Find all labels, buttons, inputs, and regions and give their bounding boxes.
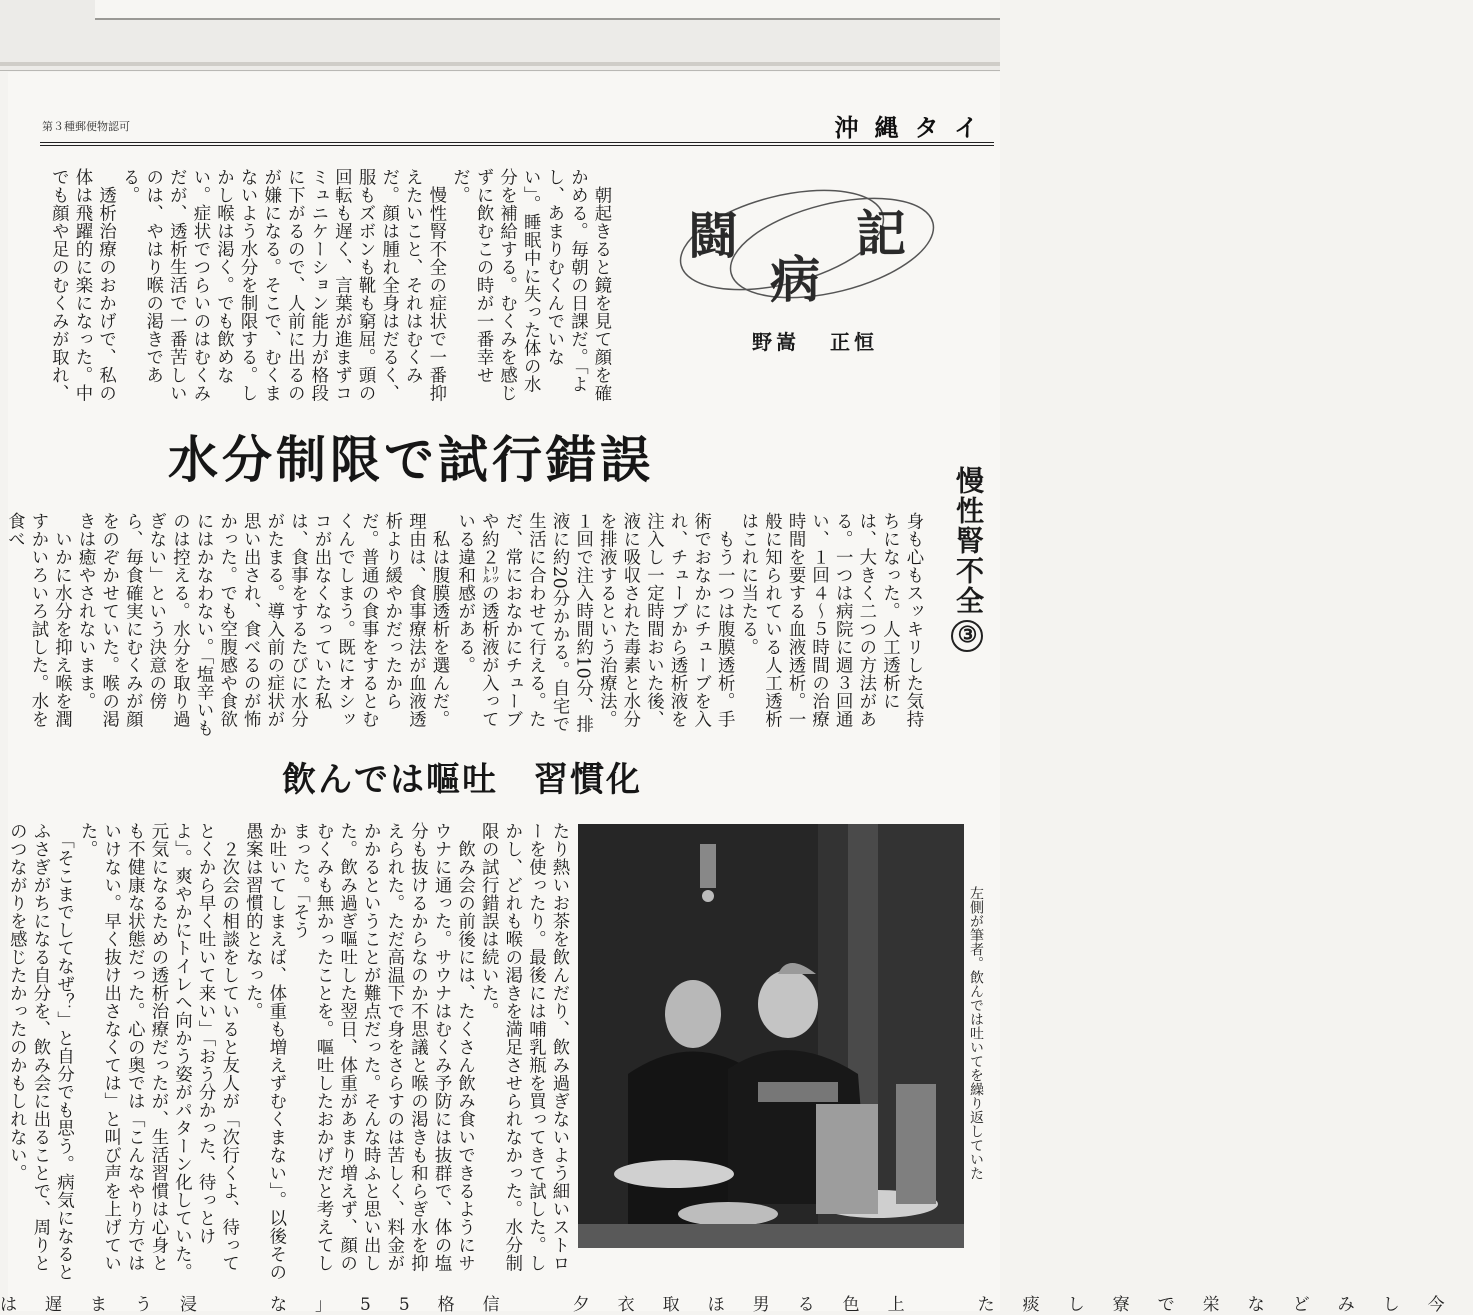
article-column-bottom-left: たり熱いお茶を飲んだり、飲み過ぎないよう細いストローを使ったり。最後には哺乳瓶を買ってきて試した。しかし、どれも喉の渇きを満足させられなかった。水分制限の試行錯誤は続いた。 飲み会の前後には、たくさん飲み食いできるようにサウナに通った。サウナはむくみ予防には抜群で、体の塩分も抜けるからなのか不思議と喉の渇きも和らぎ水を抑えられた。ただ高温下で身をさらすのは苦しく、料金がかかるということが難点だった。そんな時ふと思い出した。飲み過ぎ嘔吐した翌日、体重があまり増えず、顔のむくみも無かったことを。嘔吐したおかげだと考えてしまった。「そう か吐いてしまえば、体重も増えずむくまない」。以後その愚案は習慣的となった。 ２次会の相談をしていると友人が「次行くよ、待ってとくから早く吐いて来い」「おう分かった、待っとけよ」。爽やかにトイレへ向かう姿がパターン化していた。元気になるための透析治療だったが、生活習慣は心身とも不健康な状態だった。心の奥では「こんなやり方ではいけない。早く抜け出さなくては」と叫び声を上げていた。 「そこまでしてなぜ？」と自分でも思う。病気になるとふさぎがちになる自分を、飲み会に出ることで、周りとのつながりを感じたかったのかもしれない。	[6, 822, 569, 1282]
article-column-middle-right: 身も心もスッキリした気持ちになった。人工透析には、大きく二つの方法がある。一つは病院に週３回通い、１回４〜５時間の治療時間を要する血液透析。一般に知られている人工透析はこれに当たる。 もう一つは腹膜透析。手術でおなかにチューブを入れ、チューブから透析液を注入し一定時間おいた後、液に吸収された毒素と水分を排液するという治療法。１回で注入時間約10分、排液に約20分かかる。自宅で生活に合わせて行える。ただ、常におなかにチューブや約２㍑の透析液が入っている違和感がある。	[454, 512, 923, 734]
author-given-name: 正恒	[830, 330, 878, 354]
author-name	[752, 326, 878, 355]
photo-two-men-at-table	[578, 824, 964, 1248]
folded-edge	[95, 0, 1000, 20]
column-title-logo	[672, 178, 940, 328]
postal-note: 第３種郵便物認可	[42, 120, 130, 133]
paper-edge	[0, 62, 1000, 66]
scan-top-margin	[0, 0, 1000, 71]
title-char-2: 病	[770, 250, 820, 309]
series-label	[948, 466, 988, 652]
next-page-cutoff-text: は遅まう浸 な」55格信 夕衣取ほ男る色上 た痰し寮で栄などみし今	[0, 1295, 1473, 1315]
photo-caption: 左側が筆者。飲んでは吐いてを繰り返していた	[968, 886, 984, 1180]
series-number: ③	[951, 620, 983, 652]
series-title: 慢性腎不全	[952, 466, 985, 616]
author-family-name: 野嵩	[752, 330, 800, 354]
article-column-middle-left: 私は腹膜透析を選んだ。理由は、食事療法が血液透析より緩やかだったからだ。普通の食事をするとむくんでしまう。既にオシッコが出なくなっていた私は、食事をするたびに水分がたまる。導入前の症状が思い出され、食べるのが怖かった。でも空腹感や食欲にはかなわない。「塩辛いものは控える。水分を取り過ぎない」という決意の傍ら、毎食確実にむくみが顔をのぞかせていた。喉の渇きは癒やされないまま。 いかに水分を抑え喉を潤すかいろいろ試した。水を食べ	[4, 512, 449, 738]
header-rule	[40, 142, 994, 146]
main-headline: 水分制限で試行錯誤	[168, 430, 654, 489]
title-char-1: 闘	[688, 206, 738, 265]
article-column-top: 朝起きると鏡を見て顔を確かめる。毎朝の日課だ。「よし、あまりむくんでいない」。睡眠中に失った体の水分を補給する。むくみを感じずに飲むこの時が一番幸せだ。 慢性腎不全の症状で一番抑えたいこと、それはむくみだ。顔は腫れ全身はだるく、服もズボンも靴も窮屈。頭の回転も遅く、言葉が進まずコミュニケーション能力が格段に下がるので、人前に出るのが嫌になる。そこで、むくまないよう水分を制限する。しかし喉は渇く。でも飲めない。症状でつらいのはむくみだが、透析生活で一番苦しいのは、やはり喉の渇きである。 透析治療のおかげで、私の体は飛躍的に楽になった。中でも顔や足のむくみが取れ、	[48, 168, 611, 402]
masthead: 沖縄タイ	[834, 113, 994, 142]
sub-headline: 飲んでは嘔吐 習慣化	[282, 760, 642, 800]
article-photo	[578, 824, 964, 1248]
title-char-3: 記	[856, 204, 906, 263]
